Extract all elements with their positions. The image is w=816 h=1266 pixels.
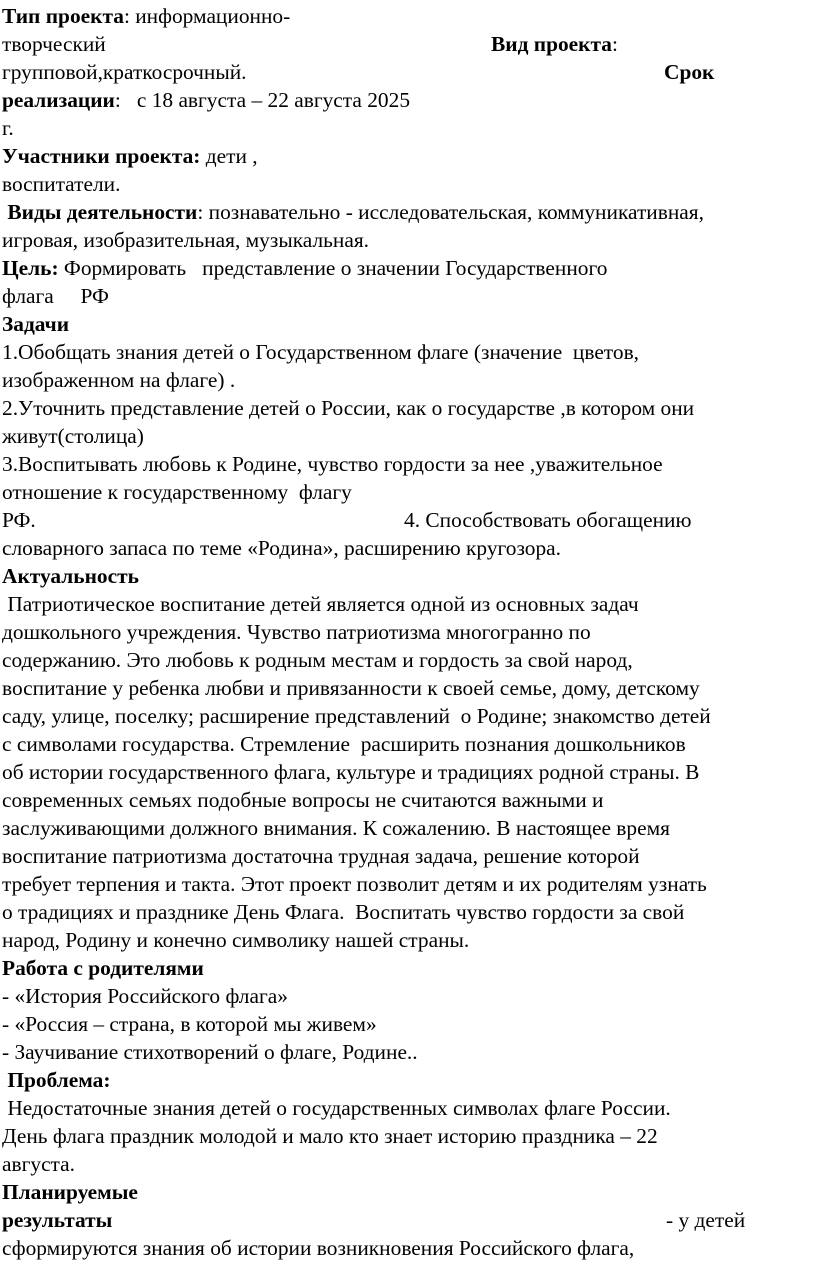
project-kind-label: Вид проекта [491,32,612,56]
tasks-line: отношение к государственному флагу [2,480,352,504]
parents-item: - «История Российского флага» [2,984,288,1008]
tasks-line: живут(столица) [2,424,144,448]
problem-heading: Проблема: [2,1068,111,1092]
relevance-line: требует терпения и такта. Этот проект позволит детям и их родителям узнать [2,872,707,896]
project-type-line [2,2,290,30]
participants-label: Участники проекта: [2,144,201,168]
relevance-line: с символами государства. Стремление расширить познания дошкольников [2,732,686,756]
relevance-line: о традициях и празднике День Флага. Воспитать чувство гордости за свой [2,900,685,924]
activities-value-cont: игровая, изобразительная, музыкальная. [2,228,370,252]
participants-line [2,142,258,170]
activities-line [2,198,704,226]
goal-label: Цель: [2,256,59,280]
term-value: : с 18 августа – 22 августа 2025 [114,88,411,112]
participants-value-cont: воспитатели. [2,172,121,196]
project-type-value: : информационно- [123,4,291,28]
tasks-line: словарного запаса по теме «Родина», расширению кругозора. [2,536,562,560]
project-type-label: Тип проекта [2,4,124,28]
activities-label: Виды деятельности [2,200,198,224]
relevance-line: заслуживающими должного внимания. К сожалению. В настоящее время [2,816,670,840]
tasks-line: 2.Уточнить представление детей о России, как о государстве ,в котором они [2,396,695,420]
relevance-line: содержанию. Это любовь к родным местам и гордость за свой народ, [2,648,633,672]
term-value-cont: г. [2,116,14,140]
parents-item: - «Россия – страна, в которой мы живем» [2,1012,377,1036]
relevance-line: современных семьях подобные вопросы не считаются важными и [2,788,604,812]
relevance-line: воспитание у ребенка любви и привязанности к своей семье, дому, детскому [2,676,700,700]
goal-value: Формировать представление о значении Государственного [58,256,608,280]
term-line [2,86,410,114]
parents-heading: Работа с родителями [2,956,204,980]
problem-line: августа. [2,1152,76,1176]
term-label-1: Срок [664,60,715,84]
relevance-line: воспитание патриотизма достаточна трудная задача, решение которой [2,844,640,868]
goal-value-cont: флага РФ [2,284,109,308]
project-kind-heading: Вид проекта: [491,32,618,56]
tasks-line: изображенном на флаге) . [2,368,236,392]
results-heading-1: Планируемые [2,1180,138,1204]
relevance-line: дошкольного учреждения. Чувство патриотизма многогранно по [2,620,591,644]
tasks-line: 4. Способствовать обогащению [404,508,692,532]
participants-value: дети , [200,144,258,168]
problem-line: День флага праздник молодой и мало кто знает историю праздника – 22 [2,1124,658,1148]
activities-value: : познавательно - исследовательская, коммуникативная, [197,200,704,224]
relevance-line: саду, улице, поселку; расширение представлений о Родине; знакомство детей [2,704,711,728]
results-heading-2: результаты [2,1208,113,1232]
tasks-heading: Задачи [2,312,70,336]
project-kind-value: групповой,краткосрочный. [2,60,247,84]
tasks-line: 3.Воспитывать любовь к Родине, чувство гордости за нее ,уважительное [2,452,663,476]
tasks-line: 1.Обобщать знания детей о Государственном флаге (значение цветов, [2,340,640,364]
results-value-cont: сформируются знания об истории возникновения Российского флага, [2,1236,635,1260]
project-type-line-2 [2,30,106,58]
relevance-line: Патриотическое воспитание детей является одной из основных задач [2,592,639,616]
tasks-line: РФ. [2,508,36,532]
project-type-value-cont: творческий [2,32,106,56]
problem-line: Недостаточные знания детей о государственных символах флаге России. [2,1096,671,1120]
parents-item: - Заучивание стихотворений о флаге, Родине.. [2,1040,418,1064]
goal-line [2,254,607,282]
results-value: - у детей [666,1208,746,1232]
relevance-heading: Актуальность [2,564,139,588]
relevance-line: об истории государственного флага, культуре и традициях родной страны. В [2,760,700,784]
term-label-2: реализации [2,88,115,112]
relevance-line: народ, Родину и конечно символику нашей страны. [2,928,470,952]
